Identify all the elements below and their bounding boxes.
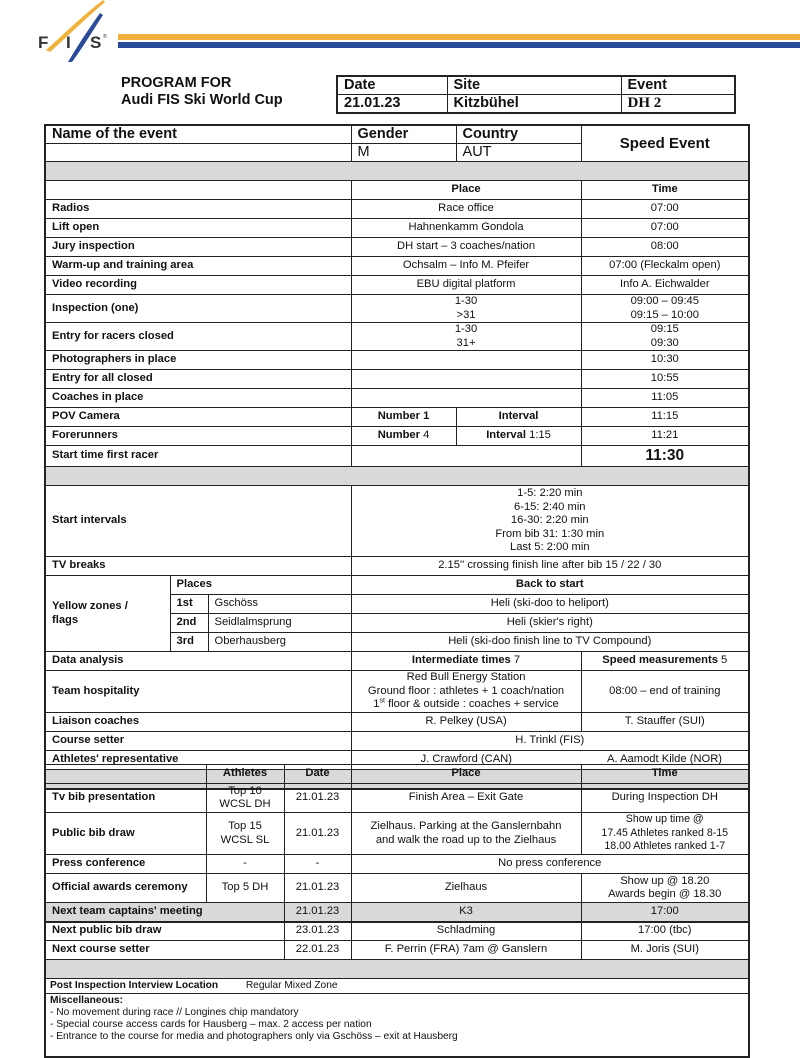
row-label: Tv bib presentation	[45, 784, 206, 813]
post-inspection-value: Regular Mixed Zone	[245, 980, 338, 991]
event-value: DH 2	[621, 95, 735, 114]
row-label: Official awards ceremony	[45, 874, 206, 903]
misc-item: - Special course access cards for Hausberg – max. 2 access per nation	[50, 1019, 372, 1031]
row-label: Next public bib draw	[45, 922, 284, 941]
row-time	[581, 295, 749, 323]
row-time: 10:55	[581, 370, 749, 389]
time-cell: During Inspection DH	[581, 784, 749, 813]
time-cell	[581, 874, 749, 903]
place-line	[358, 698, 575, 712]
liaison-coaches-row	[45, 712, 749, 731]
row-label: Next course setter	[45, 941, 284, 960]
team-hospitality-row	[45, 671, 749, 713]
athletes-cell: Top 5 DH	[206, 874, 284, 903]
date-cell: 21.01.23	[284, 813, 351, 855]
country-value: AUT	[456, 144, 581, 162]
date-header: Date	[284, 765, 351, 784]
row-label: Inspection (one)	[45, 295, 351, 323]
ceremony-row-awards	[45, 874, 749, 903]
pov-number	[351, 408, 456, 427]
time-line: Show up @ 18.20	[620, 874, 710, 887]
tv-breaks-value: 2.15'' crossing finish line after bib 15 / 22 / 30	[351, 557, 749, 576]
time-line: 09:30	[650, 336, 679, 349]
speed-measurements	[581, 652, 749, 671]
date-cell: -	[284, 855, 351, 874]
separator	[45, 162, 749, 181]
interval-line: 16-30: 2:20 min	[510, 514, 589, 527]
row-label: Forerunners	[45, 427, 351, 446]
place-cell	[351, 813, 581, 855]
program-table	[44, 124, 750, 790]
row-label: Athletes' representative	[45, 750, 351, 769]
svg-text:I: I	[66, 33, 71, 52]
time-header: Time	[581, 181, 749, 200]
place-cell: Zielhaus	[351, 874, 581, 903]
intermediate-times	[351, 652, 581, 671]
schedule-header-blank	[45, 181, 351, 200]
next-row	[45, 941, 749, 960]
header-blank	[45, 765, 206, 784]
pov-interval	[456, 408, 581, 427]
zone-back: Heli (ski-doo finish line to TV Compound)	[351, 633, 749, 652]
date-cell: 21.01.23	[284, 903, 351, 922]
time-header: Time	[581, 765, 749, 784]
date-cell: 22.01.23	[284, 941, 351, 960]
intermediate-label: Intermediate times	[411, 654, 511, 667]
row-place	[351, 446, 581, 467]
zone-place: Oberhausberg	[208, 633, 351, 652]
row-label: Radios	[45, 200, 351, 219]
zone-ordinal: 2nd	[170, 614, 208, 633]
floor-suffix: st	[379, 697, 385, 705]
zone-back: Heli (ski-doo to heliport)	[351, 595, 749, 614]
athletes-line: Top 10	[228, 784, 262, 797]
row-place	[351, 323, 581, 351]
row-label: Lift open	[45, 219, 351, 238]
label-line: Yellow zones /	[52, 600, 128, 612]
title-line-2: Audi FIS Ski World Cup	[121, 92, 283, 108]
place-line: Ground floor : athletes + 1 coach/nation	[367, 684, 565, 697]
row-time: 08:00	[581, 238, 749, 257]
place-cell: K3	[351, 903, 581, 922]
athletes-cell	[206, 784, 284, 813]
row-label: Public bib draw	[45, 813, 206, 855]
place-line: >31	[456, 308, 476, 321]
site-value: Kitzbühel	[447, 95, 621, 114]
zone-back: Heli (skier's right)	[351, 614, 749, 633]
header-stripe-yellow	[118, 34, 800, 40]
place-header: Place	[351, 765, 581, 784]
gender-label: Gender	[351, 125, 456, 144]
interval-line: 6-15: 2:40 min	[514, 500, 586, 513]
row-label: Coaches in place	[45, 389, 351, 408]
row-time: 07:00	[581, 200, 749, 219]
zone-ordinal: 1st	[170, 595, 208, 614]
athletes-header: Athletes	[206, 765, 284, 784]
time-line: Awards begin @ 18.30	[608, 888, 722, 900]
schedule-row-jury-inspection	[45, 238, 749, 257]
liaison-right: T. Stauffer (SUI)	[581, 712, 749, 731]
ceremonies-header	[45, 765, 749, 784]
interval-line: Last 5: 2:00 min	[509, 541, 590, 554]
start-intervals-list	[351, 486, 749, 557]
athletes-rep-right: A. Aamodt Kilde (NOR)	[581, 750, 749, 769]
date-value: 21.01.23	[337, 95, 447, 114]
place-line: 31+	[456, 336, 476, 349]
places-header: Places	[170, 576, 351, 595]
ceremony-row-public-bib-draw	[45, 813, 749, 855]
separator	[45, 467, 749, 486]
row-label: Photographers in place	[45, 351, 351, 370]
forerunner-interval	[456, 427, 581, 446]
row-label: Press conference	[45, 855, 206, 874]
row-place	[351, 295, 581, 323]
interval-line: From bib 31: 1:30 min	[495, 527, 605, 540]
header-stripe-blue	[118, 42, 800, 48]
event-info-table	[336, 75, 736, 114]
schedule-row-photographers	[45, 351, 749, 370]
time-line: 18.00 Athletes ranked 1-7	[604, 840, 726, 853]
date-cell: 21.01.23	[284, 784, 351, 813]
next-events-table	[44, 902, 750, 1058]
post-inspection-row	[45, 979, 749, 994]
interval-line: 1-5: 2:20 min	[517, 487, 583, 500]
ceremony-row-tv-bib	[45, 784, 749, 813]
row-place	[351, 389, 581, 408]
row-label: POV Camera	[45, 408, 351, 427]
event-name-label: Name of the event	[45, 125, 351, 144]
row-label: Entry for racers closed	[45, 323, 351, 351]
data-analysis-row	[45, 652, 749, 671]
row-label: Start time first racer	[45, 446, 351, 467]
country-label: Country	[456, 125, 581, 144]
row-label: Start intervals	[45, 486, 351, 557]
place-line: Red Bull Energy Station	[406, 671, 526, 683]
row-time: Info A. Eichwalder	[581, 276, 749, 295]
time-cell: 17:00 (tbc)	[581, 922, 749, 941]
date-cell: 23.01.23	[284, 922, 351, 941]
place-line: 1-30	[454, 295, 478, 307]
schedule-row-radios	[45, 200, 749, 219]
time-line: 17.45 Athletes ranked 8-15	[601, 826, 729, 839]
start-intervals-row	[45, 486, 749, 557]
row-label: Team hospitality	[45, 671, 351, 713]
yellow-zones-header	[45, 576, 749, 595]
back-to-start-header: Back to start	[351, 576, 749, 595]
interval-value: 1:15	[529, 429, 551, 442]
place-line: and walk the road up to the Zielhaus	[375, 833, 557, 846]
interval-label: Interval	[498, 410, 539, 423]
page-title	[121, 75, 283, 109]
interval-label: Interval	[486, 429, 526, 442]
schedule-row-entry-all-closed	[45, 370, 749, 389]
schedule-row-coaches-in-place	[45, 389, 749, 408]
event-label: Event	[621, 76, 735, 95]
place-cell: F. Perrin (FRA) 7am @ Ganslern	[351, 941, 581, 960]
event-type: Speed Event	[581, 125, 749, 162]
place-cell: Schladming	[351, 922, 581, 941]
row-label: TV breaks	[45, 557, 351, 576]
athletes-line: WCSL SL	[220, 833, 270, 846]
next-row	[45, 903, 749, 922]
place-cell: No press conference	[351, 855, 749, 874]
row-label: Video recording	[45, 276, 351, 295]
ceremonies-table	[44, 764, 750, 923]
row-time: 07:00	[581, 219, 749, 238]
misc-row	[45, 993, 749, 1057]
time-line: 09:15	[650, 323, 679, 335]
row-label: Warm-up and training area	[45, 257, 351, 276]
schedule-row-lift-open	[45, 219, 749, 238]
course-setter-row	[45, 731, 749, 750]
course-setter-value: H. Trinkl (FIS)	[351, 731, 749, 750]
row-place: Ochsalm – Info M. Pfeifer	[351, 257, 581, 276]
liaison-left: R. Pelkey (USA)	[351, 712, 581, 731]
misc-cell	[45, 993, 749, 1057]
misc-label: Miscellaneous:	[50, 994, 124, 1006]
row-place	[351, 370, 581, 389]
ceremony-row-press-conference	[45, 855, 749, 874]
schedule-row-entry-racers-closed	[45, 323, 749, 351]
site-label: Site	[447, 76, 621, 95]
row-place	[351, 351, 581, 370]
schedule-row-forerunners	[45, 427, 749, 446]
date-cell: 21.01.23	[284, 874, 351, 903]
athletes-cell	[206, 813, 284, 855]
zone-place: Gschöss	[208, 595, 351, 614]
athletes-line: Top 15	[228, 820, 262, 832]
time-cell: 17:00	[581, 903, 749, 922]
number-value: 1	[423, 410, 430, 423]
row-label: Data analysis	[45, 652, 351, 671]
floor-text: floor & outside : coaches + service	[384, 698, 559, 710]
time-line: 09:15 – 10:00	[630, 308, 699, 321]
zone-place: Seidlalmsprung	[208, 614, 351, 633]
hospitality-time: 08:00 – end of training	[581, 671, 749, 713]
intermediate-value: 7	[513, 654, 521, 667]
row-label: Next team captains' meeting	[45, 903, 284, 922]
title-line-1: PROGRAM FOR	[121, 75, 232, 91]
misc-item: - Entrance to the course for media and photographers only via Gschöss – exit at Hausberg	[50, 1031, 458, 1043]
place-cell: Finish Area – Exit Gate	[351, 784, 581, 813]
row-label: Entry for all closed	[45, 370, 351, 389]
row-time: 11:21	[581, 427, 749, 446]
athletes-cell: -	[206, 855, 284, 874]
separator	[45, 960, 749, 979]
row-time: 11:05	[581, 389, 749, 408]
place-header: Place	[351, 181, 581, 200]
schedule-row-inspection	[45, 295, 749, 323]
row-label: Liaison coaches	[45, 712, 351, 731]
post-inspection-label: Post Inspection Interview Location	[50, 980, 219, 991]
row-time: 11:15	[581, 408, 749, 427]
floor-number: 1	[373, 698, 380, 710]
yellow-zones-label	[45, 576, 170, 652]
row-label: Course setter	[45, 731, 351, 750]
fis-logo	[28, 0, 123, 62]
tv-breaks-row	[45, 557, 749, 576]
number-label: Number	[377, 429, 420, 442]
place-line: Zielhaus. Parking at the Ganslernbahn	[370, 820, 562, 832]
number-label: Number	[377, 410, 420, 423]
date-label: Date	[337, 76, 447, 95]
speed-value: 5	[721, 654, 728, 667]
time-cell: M. Joris (SUI)	[581, 941, 749, 960]
number-value: 4	[423, 429, 430, 442]
time-line: Show up time @	[625, 813, 704, 826]
schedule-row-warm-up	[45, 257, 749, 276]
misc-item: - No movement during race // Longines chip mandatory	[50, 1006, 299, 1018]
row-label: Jury inspection	[45, 238, 351, 257]
hospitality-place	[351, 671, 581, 713]
row-place: Race office	[351, 200, 581, 219]
row-place: Hahnenkamm Gondola	[351, 219, 581, 238]
svg-text:S: S	[90, 33, 102, 52]
schedule-row-pov-camera	[45, 408, 749, 427]
start-time-value: 11:30	[581, 446, 749, 467]
place-line: 1-30	[454, 323, 478, 335]
svg-text:F: F	[38, 33, 49, 52]
row-time: 07:00 (Fleckalm open)	[581, 257, 749, 276]
forerunner-number	[351, 427, 456, 446]
time-line: 09:00 – 09:45	[630, 295, 699, 307]
speed-label: Speed measurements	[602, 654, 718, 667]
schedule-row-video-recording	[45, 276, 749, 295]
row-place: EBU digital platform	[351, 276, 581, 295]
time-cell	[581, 813, 749, 855]
svg-text:®: ®	[103, 34, 107, 40]
row-time	[581, 323, 749, 351]
row-place: DH start – 3 coaches/nation	[351, 238, 581, 257]
row-time: 10:30	[581, 351, 749, 370]
zone-ordinal: 3rd	[170, 633, 208, 652]
gender-value: M	[351, 144, 456, 162]
next-row	[45, 922, 749, 941]
event-name-value	[45, 144, 351, 162]
athletes-line: WCSL DH	[219, 798, 271, 810]
post-inspection-cell	[45, 979, 749, 994]
schedule-row-start-time	[45, 446, 749, 467]
athletes-rep-left: J. Crawford (CAN)	[351, 750, 581, 769]
label-line: flags	[52, 613, 79, 626]
